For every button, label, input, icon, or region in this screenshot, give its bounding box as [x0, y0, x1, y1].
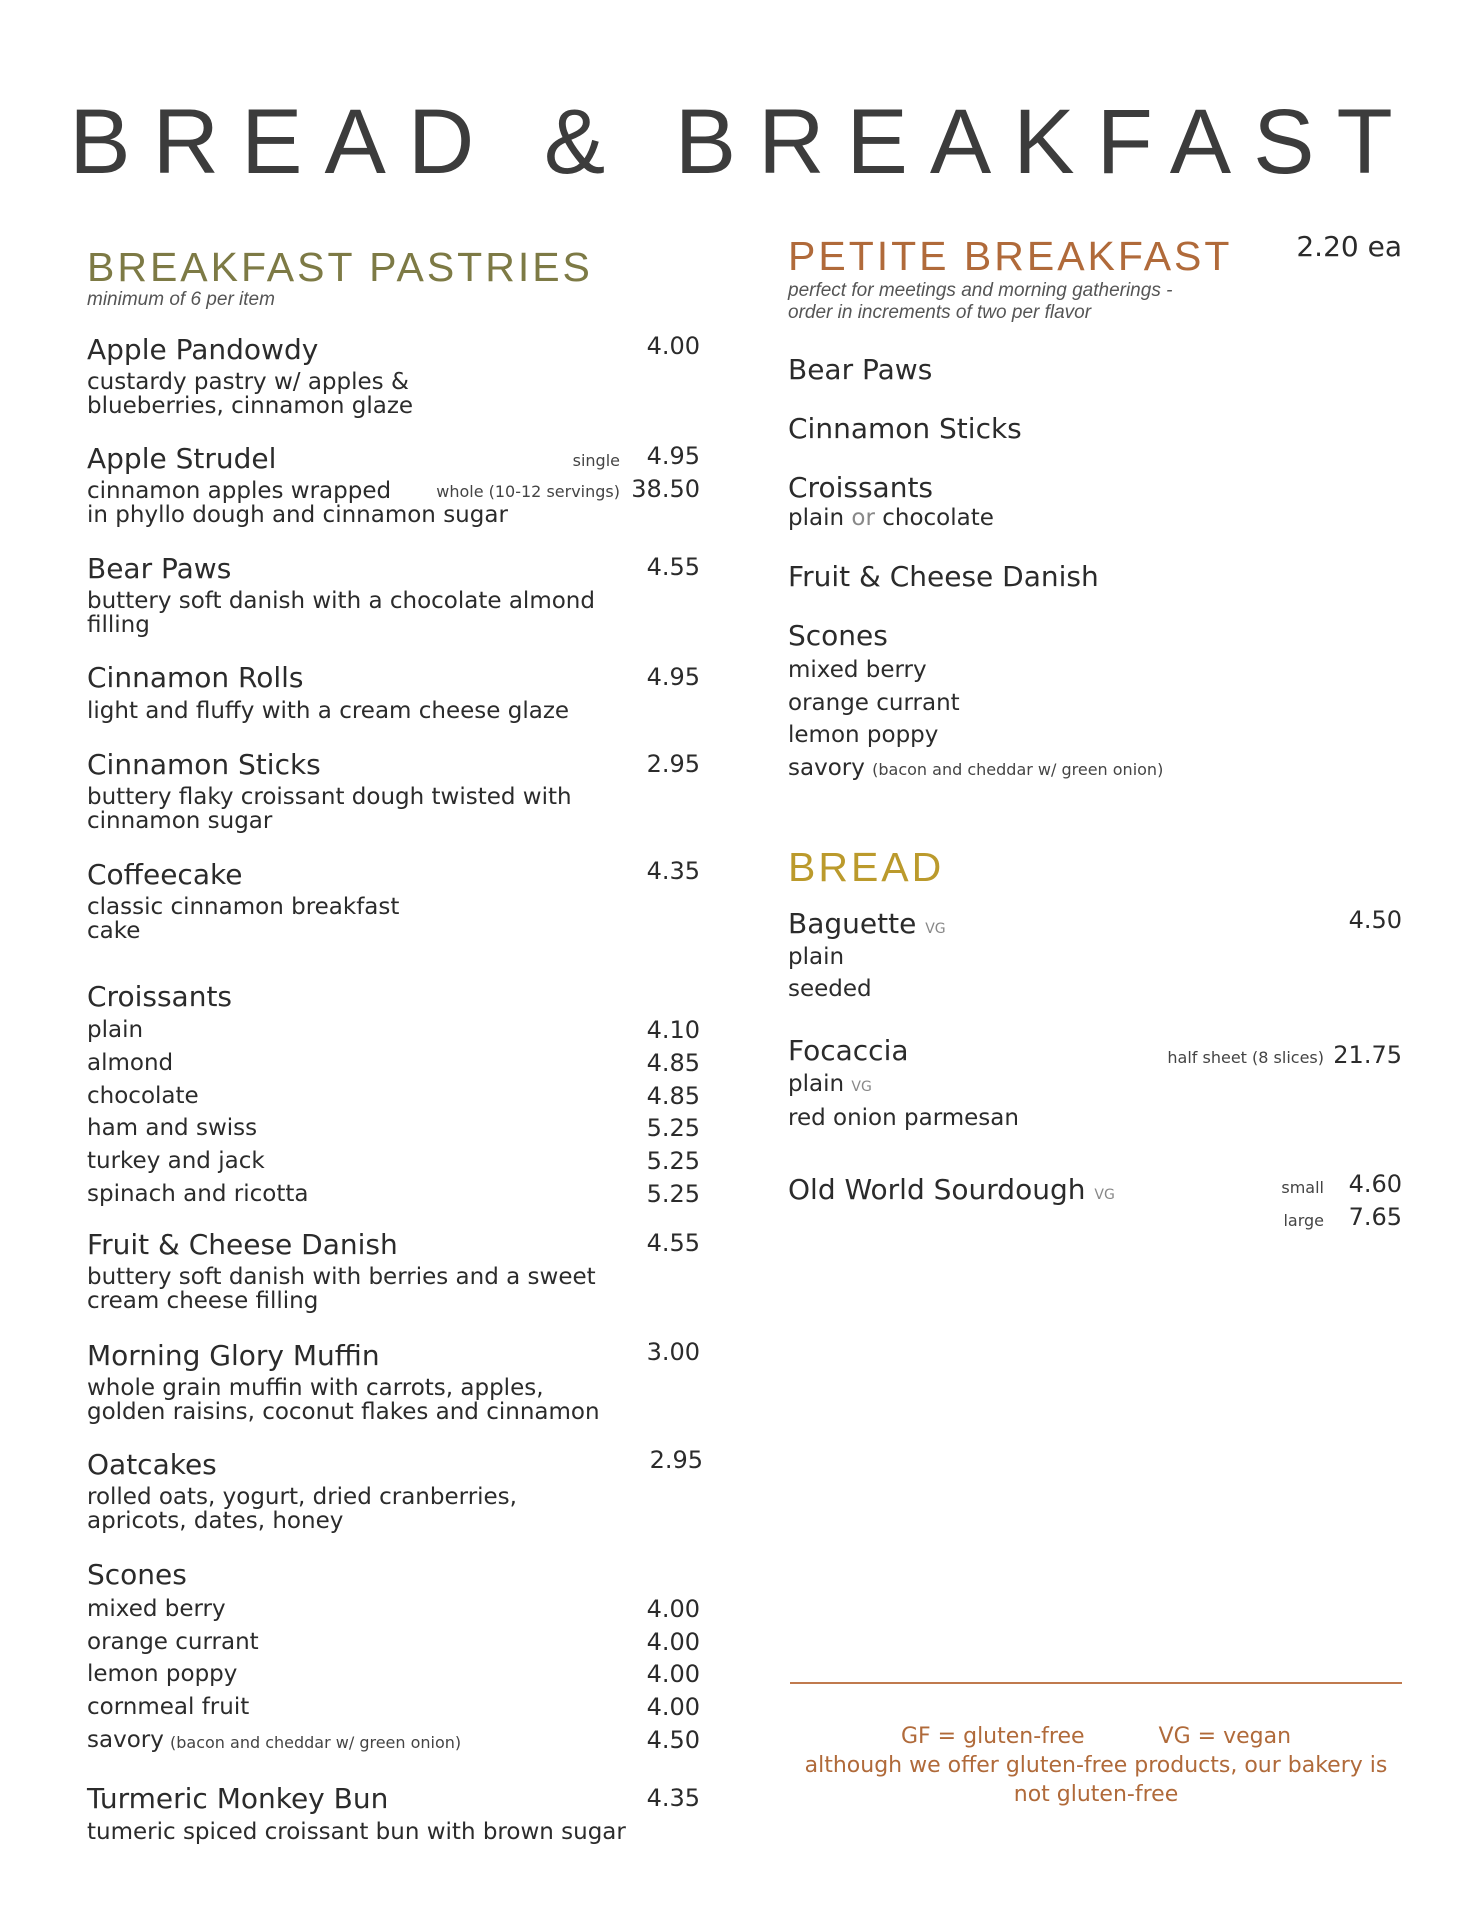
option-price: 5.25 [646, 1114, 700, 1142]
petite-scone-savory [788, 755, 1163, 781]
item-price: 4.55 [646, 553, 700, 581]
section-price: 2.20 ea [1296, 230, 1402, 263]
item-description: cinnamon sugar [87, 808, 273, 834]
item-price: 3.00 [646, 1338, 700, 1366]
divider [790, 1682, 1402, 1684]
petite-item-scones: Scones [788, 619, 888, 652]
section-heading-petite-breakfast: PETITE BREAKFAST [788, 233, 1233, 279]
option-label: mixed berry [788, 657, 927, 683]
item-name: Croissants [87, 980, 233, 1013]
petite-item-croissants: Croissants [788, 471, 934, 504]
option-price: 4.10 [646, 1016, 700, 1044]
item-description: tumeric spiced croissant bun with brown sugar [87, 1819, 626, 1845]
vegan-tag: VG [851, 1079, 872, 1095]
option-note: (bacon and cheddar w/ green onion) [872, 760, 1164, 779]
petite-item-cinnamon-sticks: Cinnamon Sticks [788, 412, 1022, 445]
legend-note: although we offer gluten-free products, our bakery is [804, 1753, 1388, 1778]
item-name: Baguette [788, 907, 917, 940]
item-price: 4.00 [646, 332, 700, 360]
item-price: 38.50 [631, 475, 700, 503]
size-label: small [1281, 1178, 1324, 1197]
item-description: rolled oats, yogurt, dried cranberries, [87, 1484, 517, 1510]
option-separator: or [851, 505, 875, 531]
item-price: 2.95 [649, 1446, 703, 1474]
item-name: Apple Strudel [87, 442, 277, 475]
option-price: 4.85 [646, 1082, 700, 1110]
option-price: 4.00 [646, 1628, 700, 1656]
item-description: in phyllo dough and cinnamon sugar [87, 502, 508, 528]
vegan-tag: VG [1094, 1187, 1115, 1203]
item-description: cream cheese filling [87, 1288, 319, 1314]
vegan-tag: VG [925, 921, 946, 937]
option-label: plain [87, 1017, 144, 1043]
item-name: Fruit & Cheese Danish [87, 1228, 398, 1261]
focaccia-plain-option [788, 1071, 872, 1097]
size-label: single [572, 451, 620, 470]
item-name: Turmeric Monkey Bun [87, 1782, 389, 1815]
item-name: Oatcakes [87, 1448, 217, 1481]
item-description: whole grain muffin with carrots, apples, [87, 1375, 544, 1401]
item-price: 4.60 [1348, 1170, 1402, 1198]
item-description: buttery soft danish with berries and a sweet [87, 1264, 596, 1290]
option-label: seeded [788, 976, 872, 1002]
item-description: classic cinnamon breakfast [87, 894, 400, 920]
option-price: 4.50 [646, 1726, 700, 1754]
item-price: 2.95 [646, 750, 700, 778]
option-label: plain [788, 1071, 845, 1097]
item-description: light and fluffy with a cream cheese glaze [87, 698, 570, 724]
option-label: orange currant [788, 690, 960, 716]
item-name: Coffeecake [87, 858, 243, 891]
petite-item-danish: Fruit & Cheese Danish [788, 560, 1099, 593]
item-name: Bear Paws [87, 552, 232, 585]
page-title: BREAD & BREAKFAST [69, 91, 1415, 193]
item-description: filling [87, 612, 150, 638]
petite-croissant-options [788, 505, 994, 531]
section-subtitle: perfect for meetings and morning gatherings - [788, 280, 1173, 301]
section-subtitle: minimum of 6 per item [87, 289, 275, 310]
option-label: plain [788, 505, 845, 531]
item-price: 4.95 [646, 663, 700, 691]
item-price: 4.35 [646, 1784, 700, 1812]
item-price: 4.95 [646, 442, 700, 470]
option-label: lemon poppy [87, 1661, 238, 1687]
item-price: 4.55 [646, 1229, 700, 1257]
option-label: savory [788, 755, 865, 781]
option-label: ham and swiss [87, 1115, 258, 1141]
option-price: 5.25 [646, 1147, 700, 1175]
option-label: spinach and ricotta [87, 1181, 309, 1207]
option-label: turkey and jack [87, 1148, 265, 1174]
bread-item-focaccia: Focaccia [788, 1034, 909, 1067]
option-label: mixed berry [87, 1596, 226, 1622]
bread-item-baguette [788, 907, 946, 940]
option-label: savory [87, 1727, 164, 1753]
item-description: custardy pastry w/ apples & [87, 369, 409, 395]
option-price: 4.00 [646, 1693, 700, 1721]
option-price: 5.25 [646, 1180, 700, 1208]
item-name: Old World Sourdough [788, 1173, 1086, 1206]
option-label: orange currant [87, 1629, 259, 1655]
item-price: 21.75 [1333, 1041, 1402, 1069]
legend-gf: GF = gluten-free [900, 1724, 1085, 1749]
option-label: lemon poppy [788, 722, 939, 748]
item-description: buttery soft danish with a chocolate almond [87, 588, 595, 614]
section-heading-breakfast-pastries: BREAKFAST PASTRIES [87, 244, 593, 290]
item-description: cake [87, 918, 141, 944]
option-label: red onion parmesan [788, 1105, 1019, 1131]
item-price: 4.50 [1348, 906, 1402, 934]
item-price: 4.35 [646, 857, 700, 885]
item-description: golden raisins, coconut flakes and cinnamon [87, 1399, 600, 1425]
item-name: Apple Pandowdy [87, 333, 319, 366]
item-name: Scones [87, 1558, 187, 1591]
item-description: apricots, dates, honey [87, 1508, 344, 1534]
option-label: almond [87, 1050, 174, 1076]
petite-item-bear-paws: Bear Paws [788, 353, 933, 386]
size-label: large [1283, 1211, 1324, 1230]
item-name: Cinnamon Sticks [87, 748, 321, 781]
option-price: 4.00 [646, 1595, 700, 1623]
size-label: whole (10-12 servings) [436, 482, 620, 501]
item-name: Morning Glory Muffin [87, 1339, 380, 1372]
size-label: half sheet (8 slices) [1167, 1048, 1324, 1067]
item-name: Cinnamon Rolls [87, 661, 304, 694]
section-subtitle: order in increments of two per flavor [788, 302, 1092, 323]
legend-note: not gluten-free [1013, 1782, 1179, 1807]
option-label: plain [788, 944, 845, 970]
section-heading-bread: BREAD [788, 844, 945, 890]
option-label: chocolate [87, 1083, 199, 1109]
item-description: cinnamon apples wrapped [87, 478, 392, 504]
option-note: (bacon and cheddar w/ green onion) [170, 1733, 462, 1752]
item-description: blueberries, cinnamon glaze [87, 393, 414, 419]
item-price: 7.65 [1348, 1203, 1402, 1231]
bread-item-sourdough [788, 1173, 1115, 1206]
legend-abbreviations [790, 1722, 1402, 1751]
legend-vg: VG = vegan [1158, 1724, 1292, 1749]
option-price: 4.85 [646, 1049, 700, 1077]
option-label: cornmeal fruit [87, 1694, 250, 1720]
option-label: chocolate [882, 505, 994, 531]
option-price: 4.00 [646, 1660, 700, 1688]
item-description: buttery flaky croissant dough twisted with [87, 784, 572, 810]
